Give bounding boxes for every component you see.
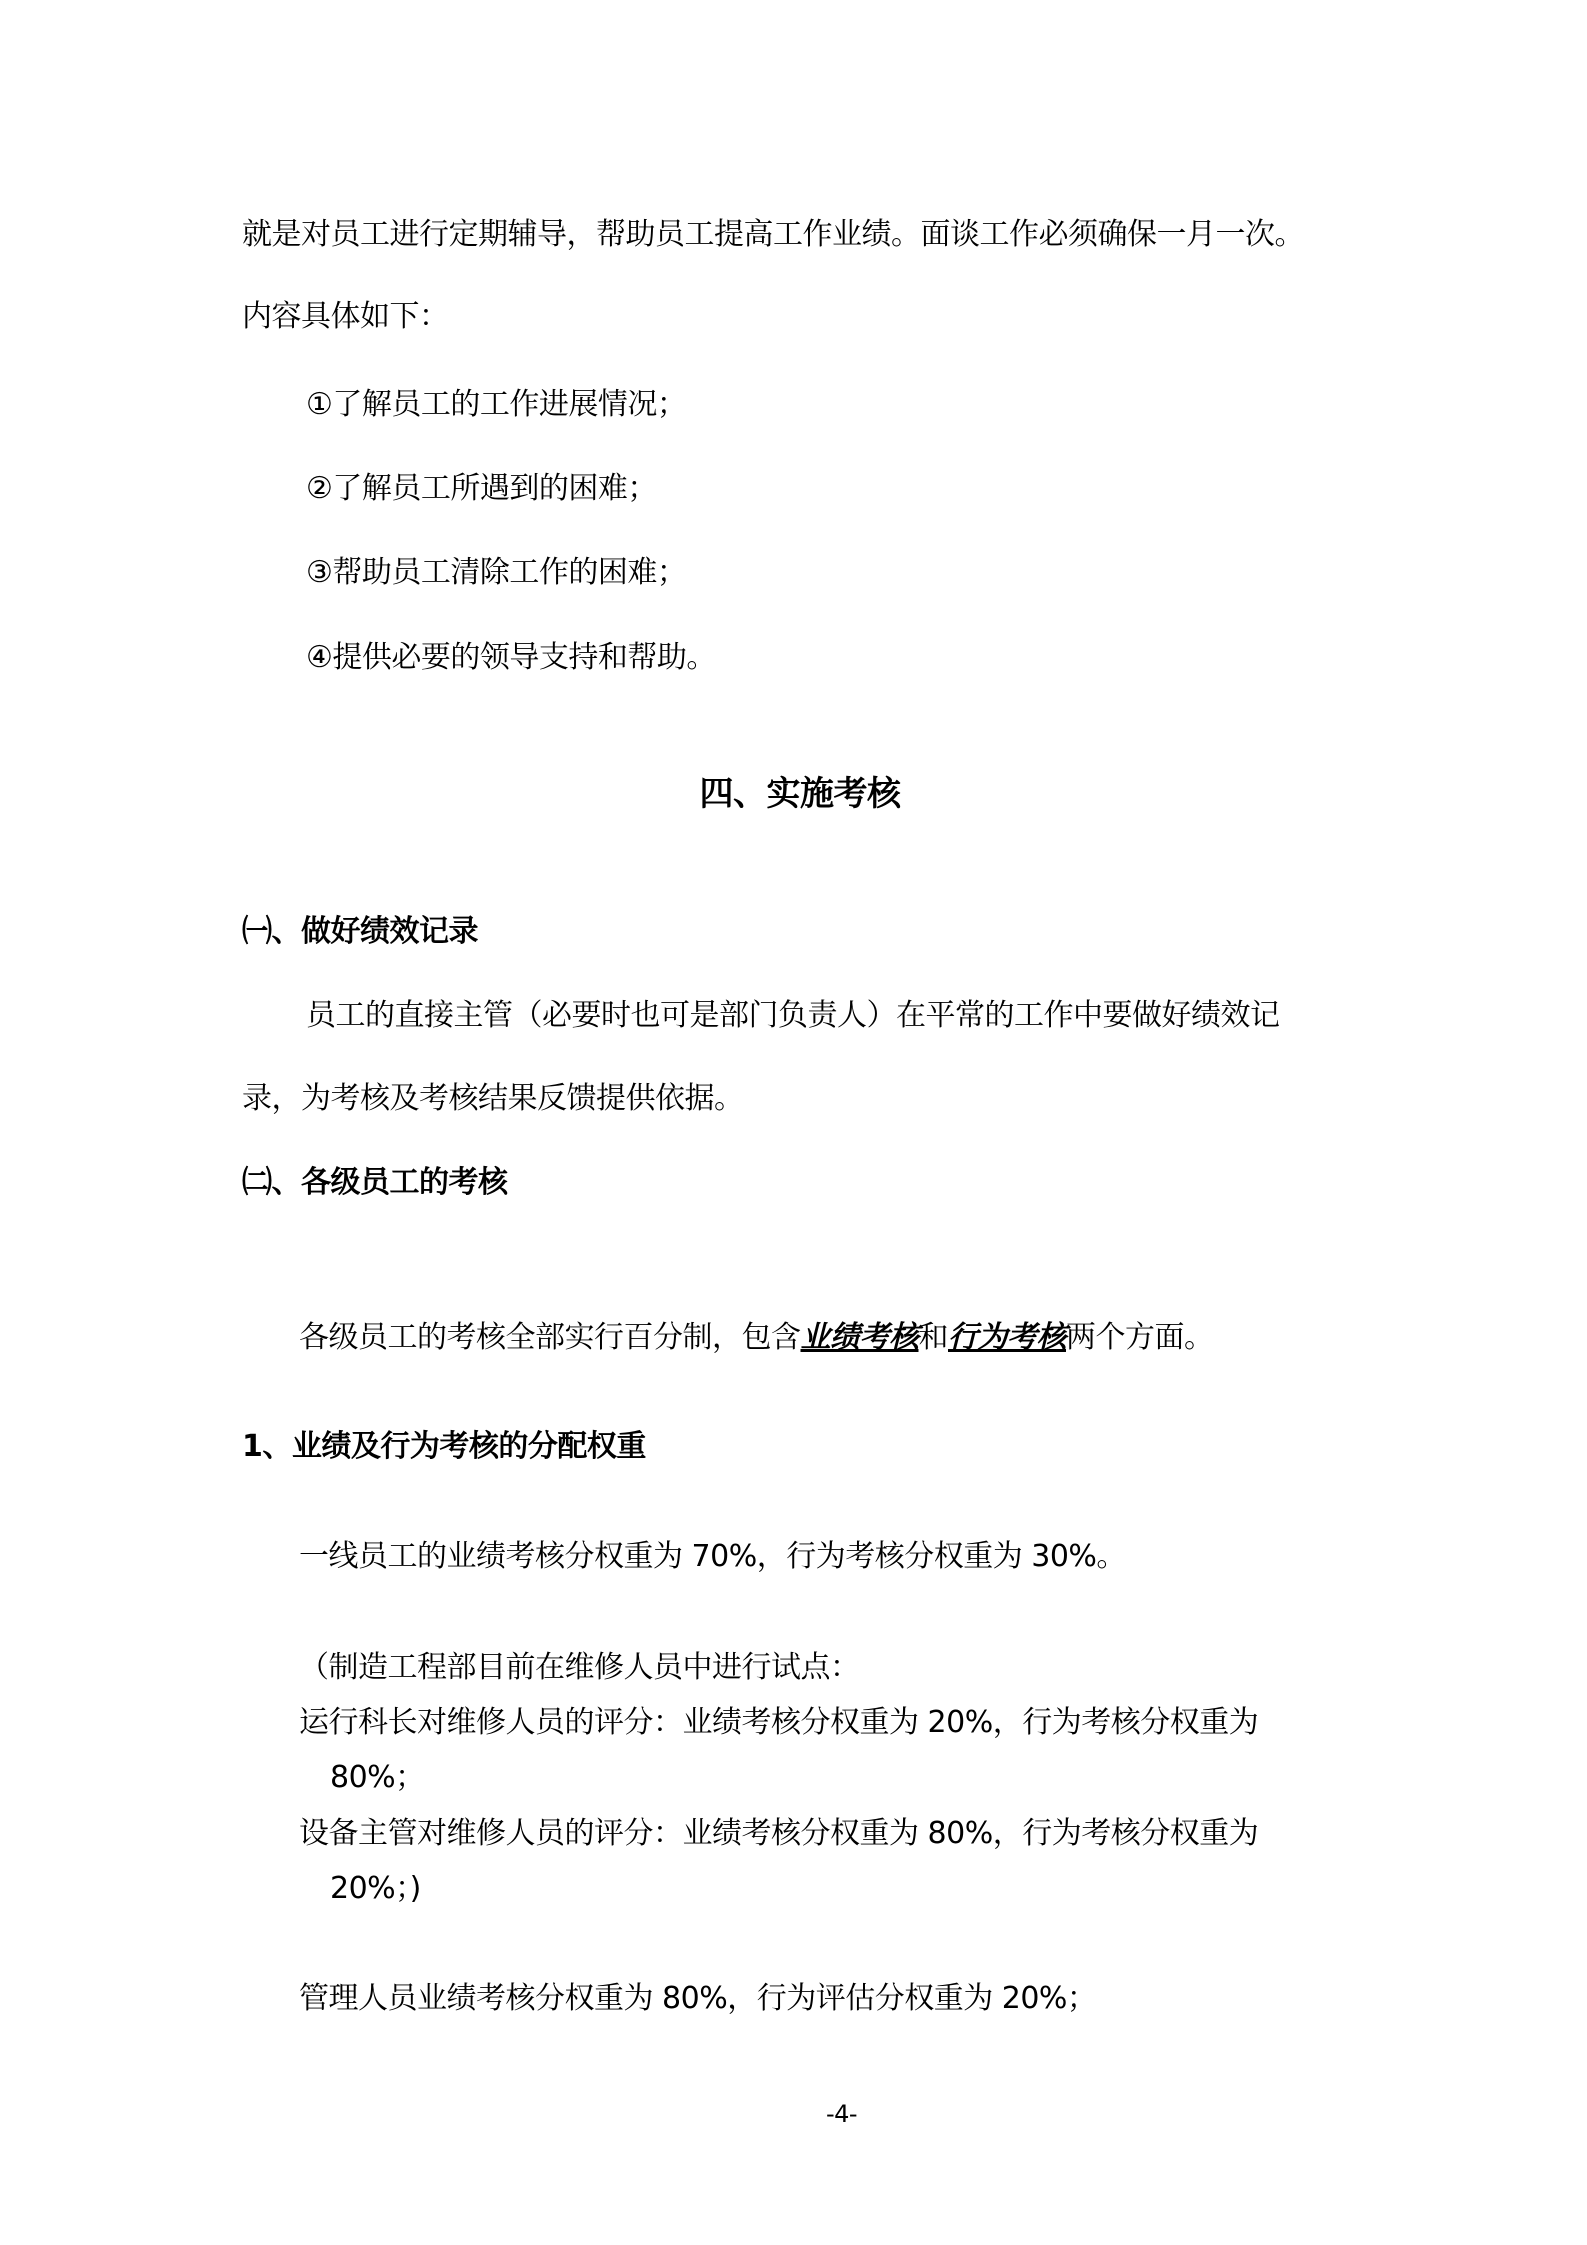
paragraph-line: 一线员工的业绩考核分权重为 70%，行为考核分权重为 30%。 [299, 1539, 1126, 1574]
paragraph-line: （制造工程部目前在维修人员中进行试点： [299, 1650, 860, 1685]
subsection-title: ㈠、做好绩效记录 [242, 914, 478, 949]
list-item: ②了解员工所遇到的困难； [306, 471, 657, 506]
paragraph-line: 内容具体如下： [242, 299, 449, 334]
page-number: -4- [825, 2100, 858, 2128]
paragraph-line: 设备主管对维修人员的评分：业绩考核分权重为 80%，行为考核分权重为 [299, 1816, 1259, 1851]
paragraph-line: 80%； [330, 1760, 425, 1795]
list-item: ③帮助员工清除工作的困难； [306, 555, 687, 590]
text: 和 [918, 1320, 948, 1355]
list-item: ④提供必要的领导支持和帮助。 [306, 640, 716, 675]
emphasis-term: 业绩考核 [800, 1320, 919, 1355]
paragraph-line: 管理人员业绩考核分权重为 80%，行为评估分权重为 20%； [299, 1981, 1097, 2016]
text: 各级员工的考核全部实行百分制，包含 [299, 1320, 801, 1355]
section-title: 四、实施考核 [699, 774, 901, 814]
paragraph-line: 录，为考核及考核结果反馈提供依据。 [242, 1081, 744, 1116]
paragraph-line: 员工的直接主管（必要时也可是部门负责人）在平常的工作中要做好绩效记 [306, 998, 1280, 1033]
subsection-title: ㈡、各级员工的考核 [242, 1165, 508, 1200]
text: 两个方面。 [1066, 1320, 1214, 1355]
subsection-title: 1、业绩及行为考核的分配权重 [242, 1429, 646, 1464]
paragraph-line [299, 1318, 1214, 1358]
list-item: ①了解员工的工作进展情况； [306, 387, 687, 422]
emphasis-term: 行为考核 [948, 1320, 1066, 1355]
paragraph-line: 运行科长对维修人员的评分：业绩考核分权重为 20%，行为考核分权重为 [299, 1705, 1259, 1740]
paragraph-line: 20%；) [330, 1871, 421, 1906]
paragraph-line: 就是对员工进行定期辅导，帮助员工提高工作业绩。面谈工作必须确保一月一次。 [242, 217, 1304, 252]
